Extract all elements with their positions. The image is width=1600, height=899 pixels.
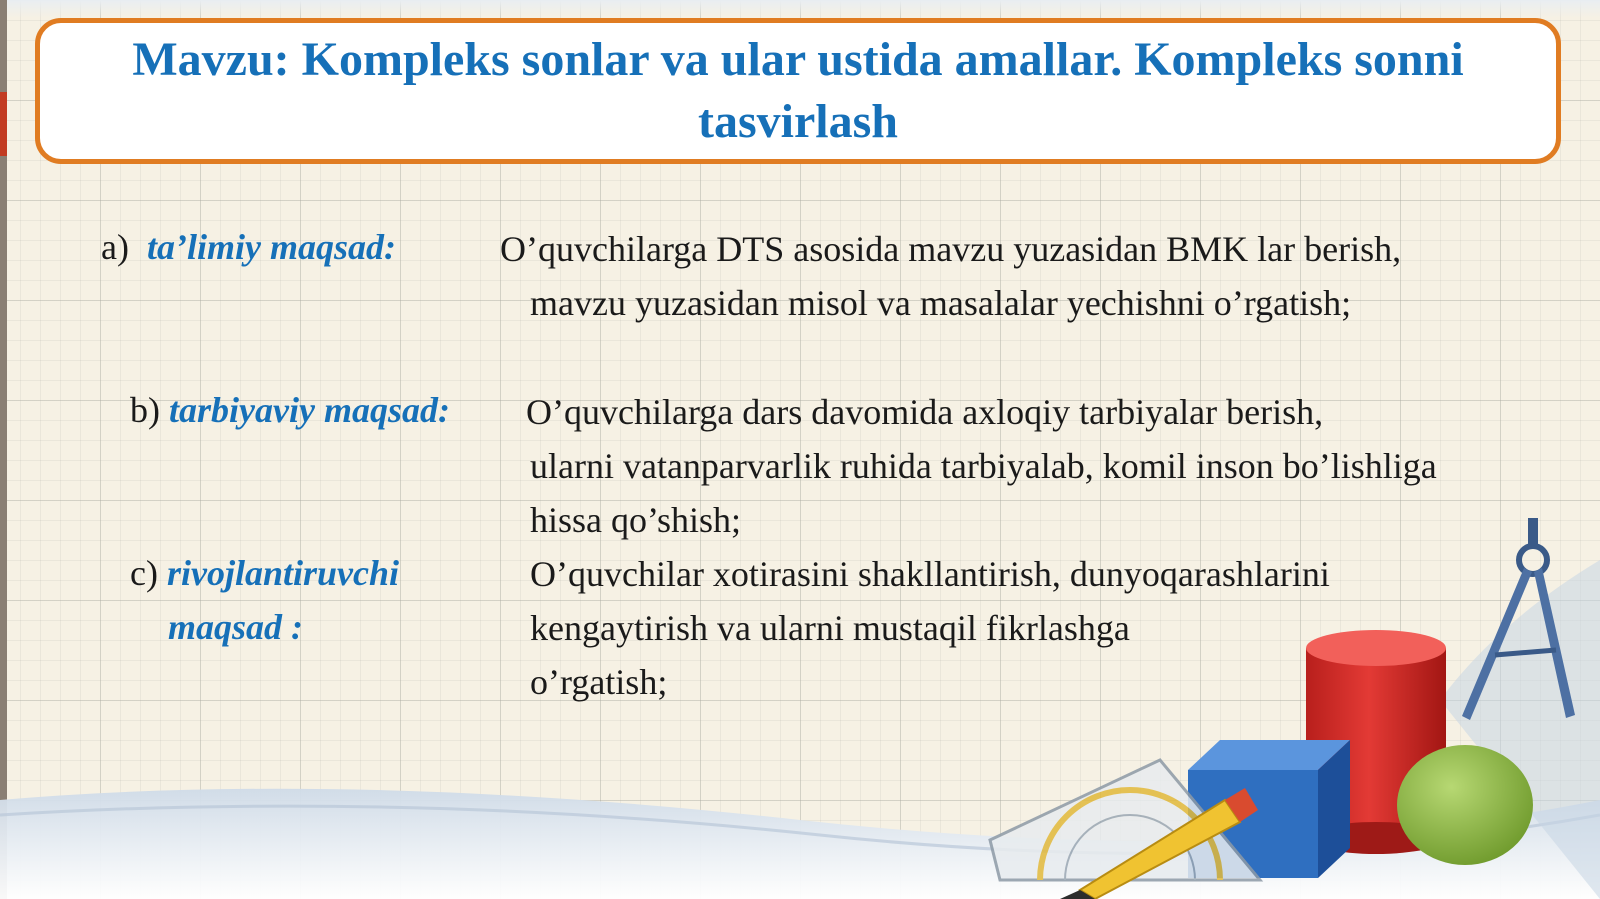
title-frame <box>35 18 1561 164</box>
goal-c-label-2 <box>168 606 303 648</box>
goal-c-line-1: O’quvchilar xotirasini shakllantirish, dunyoqarashlarini <box>530 554 1330 594</box>
goal-c-title-2: maqsad : <box>168 607 303 647</box>
goal-a-line-1: O’quvchilarga DTS asosida mavzu yuzasidan BMK lar berish, <box>500 229 1402 269</box>
goal-c-marker: c) <box>130 553 158 593</box>
goal-b-title: tarbiyaviy maqsad: <box>169 390 450 430</box>
compass-icon <box>1462 518 1575 720</box>
goal-a-title: ta’limiy maqsad: <box>146 227 396 267</box>
top-band <box>0 0 1600 18</box>
sphere-shape <box>1397 745 1533 865</box>
goal-a-label <box>101 226 396 268</box>
right-wave <box>1440 560 1600 899</box>
goal-c-line-3: o’rgatish; <box>530 662 668 702</box>
left-edge-accent <box>0 92 7 156</box>
goal-b-line-3: hissa qo’shish; <box>530 500 742 540</box>
goal-c-title: rivojlantiruvchi <box>166 553 399 593</box>
goal-b-line-1: O’quvchilarga dars davomida axloqiy tarbiyalar berish, <box>526 392 1324 432</box>
goal-c-text <box>530 547 1330 709</box>
goal-a-line-2: mavzu yuzasidan misol va masalalar yechishni o’rgatish; <box>530 283 1352 323</box>
protractor-icon <box>990 760 1260 880</box>
goal-b-text <box>526 385 1437 547</box>
goal-b-marker: b) <box>130 390 160 430</box>
goal-a-marker: a) <box>101 227 129 267</box>
pencil-icon <box>1060 788 1258 899</box>
goal-c-line-2: kengaytirish va ularni mustaqil fikrlashga <box>530 608 1130 648</box>
goal-a-text <box>500 222 1401 330</box>
bottom-wave <box>0 789 1600 899</box>
cube-shape <box>1188 740 1350 878</box>
goal-c-label <box>130 552 399 594</box>
goal-b-label <box>130 389 450 431</box>
goal-b-line-2: ularni vatanparvarlik ruhida tarbiyalab, komil inson bo’lishliga <box>530 446 1437 486</box>
slide-title: Mavzu: Kompleks sonlar va ular ustida amallar. Kompleks sonni tasvirlash <box>132 33 1464 148</box>
